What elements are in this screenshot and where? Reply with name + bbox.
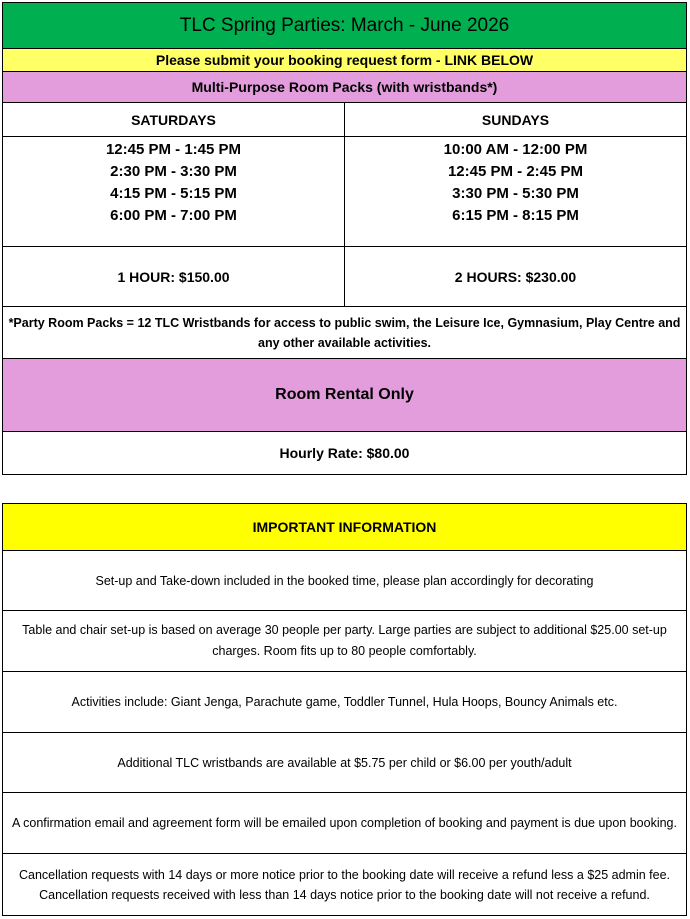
room-packs-header [3,72,687,103]
info-item-confirmation [3,793,687,854]
saturday-time-slot: 4:15 PM - 5:15 PM [110,185,237,202]
info-item-text: A confirmation email and agreement form will be emailed upon completion of booking and payment is due upon booking. [12,815,677,830]
info-item-activities [3,672,687,733]
saturday-time-slot: 2:30 PM - 3:30 PM [110,163,237,180]
info-item-text: Additional TLC wristbands are available at $5.75 per child or $6.00 per youth/adult [117,755,572,770]
sundays-heading-text: SUNDAYS [481,111,550,128]
saturdays-heading [3,103,345,137]
important-heading-text: IMPORTANT INFORMATION [252,519,437,535]
saturdays-heading-text: SATURDAYS [131,111,216,128]
page-title-text: TLC Spring Parties: March - June 2026 [179,14,510,36]
saturday-time-slot: 12:45 PM - 1:45 PM [105,141,242,158]
room-rental-header-text: Room Rental Only [275,386,414,403]
hourly-rate-text: Hourly Rate: $80.00 [279,445,410,461]
sunday-price [345,247,687,307]
info-item-setup [3,551,687,611]
page-title [3,3,687,49]
sunday-time-slot: 12:45 PM - 2:45 PM [447,163,584,180]
submit-notice-text: Please submit your booking request form - LINK BELOW [155,52,534,68]
info-item-cancellation [3,854,687,916]
saturday-price [3,247,345,307]
hourly-rate [3,432,687,475]
sunday-time-slot: 6:15 PM - 8:15 PM [452,207,579,224]
info-item-text: Table and chair set-up is based on average 30 people per party. Large parties are subject to additional $25.00 set-up charges. Room fits up to 80 people comfortably. [22,623,667,658]
wristband-note-text: *Party Room Packs = 12 TLC Wristbands for access to public swim, the Leisure Ice, Gymnasium, Play Centre and any other available activities. [8,315,681,350]
info-item-table-chairs [3,611,687,672]
info-item-wristbands [3,733,687,793]
saturday-price-text: 1 HOUR: $150.00 [117,268,230,285]
room-rental-header [3,359,687,432]
sundays-heading [345,103,687,137]
info-item-text: Set-up and Take-down included in the booked time, please plan accordingly for decorating [95,573,594,588]
sunday-time-slot: 3:30 PM - 5:30 PM [452,185,579,202]
important-heading [3,504,687,551]
sunday-times [345,137,687,247]
party-packages-table [2,2,687,475]
saturday-times [3,137,345,247]
wristband-note [3,307,687,359]
saturday-time-slot: 6:00 PM - 7:00 PM [110,207,237,224]
info-item-text: Cancellation requests with 14 days or more notice prior to the booking date will receive a refund less a $25 admin fee. Cancellation requests received with less than 14 days notice prior to the booking date will not receive a refund. [18,867,671,902]
important-info-table [2,503,687,916]
submit-notice [3,49,687,72]
info-item-text: Activities include: Giant Jenga, Parachute game, Toddler Tunnel, Hula Hoops, Bouncy Animals etc. [71,695,618,709]
room-packs-header-text: Multi-Purpose Room Packs (with wristbands*) [191,79,498,95]
sunday-time-slot: 10:00 AM - 12:00 PM [443,141,588,158]
sunday-price-text: 2 HOURS: $230.00 [454,268,577,285]
